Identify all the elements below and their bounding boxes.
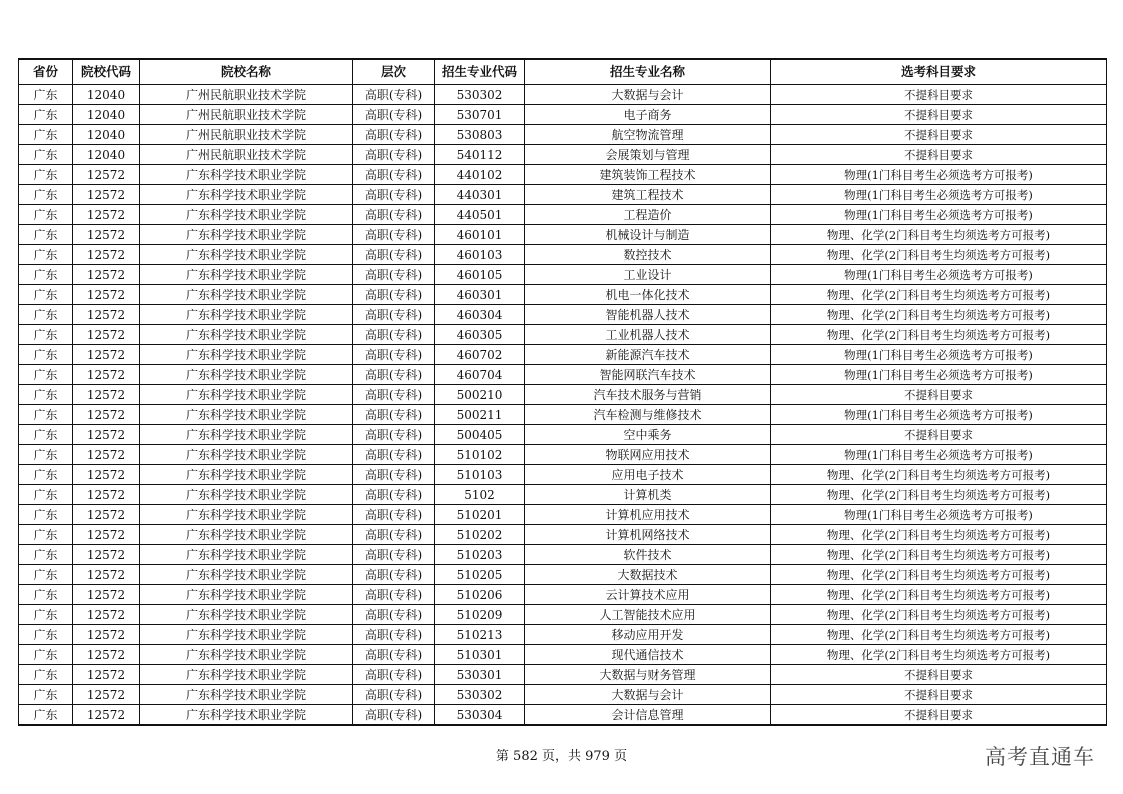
cell-level: 高职(专科) <box>353 645 435 665</box>
cell-province: 广东 <box>19 545 73 565</box>
cell-school-name: 广州民航职业技术学院 <box>140 145 353 165</box>
cell-level: 高职(专科) <box>353 145 435 165</box>
cell-subject-requirement: 物理(1门科目考生必须选考方可报考) <box>771 265 1107 285</box>
cell-province: 广东 <box>19 685 73 705</box>
cell-level: 高职(专科) <box>353 225 435 245</box>
cell-subject-requirement: 物理(1门科目考生必须选考方可报考) <box>771 165 1107 185</box>
cell-school-code: 12572 <box>73 565 140 585</box>
cell-school-code: 12572 <box>73 185 140 205</box>
cell-subject-requirement: 物理、化学(2门科目考生均须选考方可报考) <box>771 325 1107 345</box>
table-row <box>19 285 1107 305</box>
cell-school-name: 广东科学技术职业学院 <box>140 345 353 365</box>
cell-province: 广东 <box>19 665 73 685</box>
cell-major-name: 计算机网络技术 <box>525 525 771 545</box>
cell-subject-requirement: 物理、化学(2门科目考生均须选考方可报考) <box>771 305 1107 325</box>
cell-level: 高职(专科) <box>353 305 435 325</box>
cell-level: 高职(专科) <box>353 525 435 545</box>
cell-major-name: 大数据技术 <box>525 565 771 585</box>
cell-school-code: 12572 <box>73 585 140 605</box>
cell-province: 广东 <box>19 625 73 645</box>
cell-province: 广东 <box>19 125 73 145</box>
cell-school-name: 广东科学技术职业学院 <box>140 645 353 665</box>
cell-school-code: 12572 <box>73 545 140 565</box>
cell-school-code: 12572 <box>73 425 140 445</box>
cell-province: 广东 <box>19 345 73 365</box>
cell-school-name: 广东科学技术职业学院 <box>140 545 353 565</box>
cell-school-code: 12572 <box>73 325 140 345</box>
cell-school-name: 广东科学技术职业学院 <box>140 665 353 685</box>
header-major-name: 招生专业名称 <box>525 59 771 85</box>
cell-subject-requirement: 不提科目要求 <box>771 125 1107 145</box>
cell-school-code: 12572 <box>73 385 140 405</box>
cell-subject-requirement: 物理、化学(2门科目考生均须选考方可报考) <box>771 545 1107 565</box>
cell-school-name: 广州民航职业技术学院 <box>140 125 353 145</box>
cell-level: 高职(专科) <box>353 405 435 425</box>
cell-major-code: 500210 <box>435 385 525 405</box>
cell-major-code: 510201 <box>435 505 525 525</box>
cell-school-name: 广东科学技术职业学院 <box>140 245 353 265</box>
watermark-logo-text: 高考直通车 <box>985 745 1095 769</box>
table-row <box>19 405 1107 425</box>
cell-level: 高职(专科) <box>353 385 435 405</box>
cell-school-code: 12572 <box>73 525 140 545</box>
cell-level: 高职(专科) <box>353 105 435 125</box>
cell-subject-requirement: 物理(1门科目考生必须选考方可报考) <box>771 405 1107 425</box>
cell-subject-requirement: 物理(1门科目考生必须选考方可报考) <box>771 345 1107 365</box>
cell-school-code: 12572 <box>73 305 140 325</box>
cell-school-name: 广东科学技术职业学院 <box>140 325 353 345</box>
cell-school-code: 12572 <box>73 665 140 685</box>
cell-school-code: 12572 <box>73 285 140 305</box>
cell-major-name: 物联网应用技术 <box>525 445 771 465</box>
cell-school-code: 12572 <box>73 465 140 485</box>
cell-school-name: 广东科学技术职业学院 <box>140 505 353 525</box>
cell-province: 广东 <box>19 225 73 245</box>
table-row <box>19 505 1107 525</box>
cell-major-code: 510213 <box>435 625 525 645</box>
cell-level: 高职(专科) <box>353 545 435 565</box>
table-row <box>19 165 1107 185</box>
cell-major-name: 机电一体化技术 <box>525 285 771 305</box>
cell-subject-requirement: 物理(1门科目考生必须选考方可报考) <box>771 185 1107 205</box>
cell-level: 高职(专科) <box>353 125 435 145</box>
cell-school-name: 广东科学技术职业学院 <box>140 625 353 645</box>
cell-major-code: 510205 <box>435 565 525 585</box>
cell-school-code: 12040 <box>73 145 140 165</box>
cell-level: 高职(专科) <box>353 565 435 585</box>
header-province: 省份 <box>19 59 73 85</box>
cell-subject-requirement: 物理、化学(2门科目考生均须选考方可报考) <box>771 245 1107 265</box>
cell-major-code: 510209 <box>435 605 525 625</box>
header-major-code: 招生专业代码 <box>435 59 525 85</box>
cell-school-name: 广东科学技术职业学院 <box>140 605 353 625</box>
cell-major-name: 数控技术 <box>525 245 771 265</box>
cell-province: 广东 <box>19 465 73 485</box>
cell-major-name: 云计算技术应用 <box>525 585 771 605</box>
cell-province: 广东 <box>19 365 73 385</box>
cell-major-name: 航空物流管理 <box>525 125 771 145</box>
cell-subject-requirement: 不提科目要求 <box>771 385 1107 405</box>
table-row <box>19 625 1107 645</box>
cell-school-code: 12572 <box>73 685 140 705</box>
cell-major-code: 530304 <box>435 705 525 726</box>
table-row <box>19 605 1107 625</box>
cell-level: 高职(专科) <box>353 505 435 525</box>
table-row <box>19 445 1107 465</box>
cell-province: 广东 <box>19 165 73 185</box>
cell-major-code: 530302 <box>435 685 525 705</box>
cell-major-code: 500405 <box>435 425 525 445</box>
cell-school-name: 广东科学技术职业学院 <box>140 425 353 445</box>
cell-major-code: 510206 <box>435 585 525 605</box>
table-row <box>19 685 1107 705</box>
header-school-name: 院校名称 <box>140 59 353 85</box>
cell-province: 广东 <box>19 405 73 425</box>
table-row <box>19 645 1107 665</box>
header-subject-requirement: 选考科目要求 <box>771 59 1107 85</box>
cell-major-name: 现代通信技术 <box>525 645 771 665</box>
cell-major-name: 智能机器人技术 <box>525 305 771 325</box>
cell-school-code: 12040 <box>73 85 140 105</box>
cell-subject-requirement: 物理、化学(2门科目考生均须选考方可报考) <box>771 605 1107 625</box>
table-body <box>19 85 1107 726</box>
table-row <box>19 545 1107 565</box>
cell-major-name: 智能网联汽车技术 <box>525 365 771 385</box>
cell-school-code: 12572 <box>73 405 140 425</box>
cell-subject-requirement: 物理(1门科目考生必须选考方可报考) <box>771 445 1107 465</box>
cell-school-name: 广东科学技术职业学院 <box>140 485 353 505</box>
cell-subject-requirement: 不提科目要求 <box>771 665 1107 685</box>
cell-major-code: 5102 <box>435 485 525 505</box>
cell-subject-requirement: 物理、化学(2门科目考生均须选考方可报考) <box>771 465 1107 485</box>
cell-major-code: 530302 <box>435 85 525 105</box>
cell-school-code: 12572 <box>73 225 140 245</box>
header-level: 层次 <box>353 59 435 85</box>
cell-major-code: 460304 <box>435 305 525 325</box>
cell-school-name: 广东科学技术职业学院 <box>140 285 353 305</box>
table-row <box>19 305 1107 325</box>
cell-level: 高职(专科) <box>353 585 435 605</box>
cell-school-name: 广州民航职业技术学院 <box>140 105 353 125</box>
cell-school-name: 广东科学技术职业学院 <box>140 365 353 385</box>
cell-subject-requirement: 不提科目要求 <box>771 105 1107 125</box>
cell-major-name: 软件技术 <box>525 545 771 565</box>
table-row <box>19 565 1107 585</box>
cell-level: 高职(专科) <box>353 685 435 705</box>
cell-subject-requirement: 不提科目要求 <box>771 705 1107 726</box>
cell-level: 高职(专科) <box>353 425 435 445</box>
cell-province: 广东 <box>19 585 73 605</box>
cell-province: 广东 <box>19 445 73 465</box>
cell-level: 高职(专科) <box>353 285 435 305</box>
cell-level: 高职(专科) <box>353 445 435 465</box>
cell-level: 高职(专科) <box>353 665 435 685</box>
cell-major-name: 汽车检测与维修技术 <box>525 405 771 425</box>
cell-major-name: 会展策划与管理 <box>525 145 771 165</box>
page-number: 第 582 页，共 979 页 <box>495 749 628 764</box>
cell-major-code: 510202 <box>435 525 525 545</box>
cell-major-name: 机械设计与制造 <box>525 225 771 245</box>
cell-province: 广东 <box>19 145 73 165</box>
cell-major-code: 510102 <box>435 445 525 465</box>
cell-province: 广东 <box>19 185 73 205</box>
cell-school-name: 广东科学技术职业学院 <box>140 465 353 485</box>
cell-level: 高职(专科) <box>353 705 435 726</box>
table-row <box>19 125 1107 145</box>
cell-school-code: 12040 <box>73 105 140 125</box>
table-row <box>19 665 1107 685</box>
cell-subject-requirement: 物理、化学(2门科目考生均须选考方可报考) <box>771 585 1107 605</box>
cell-level: 高职(专科) <box>353 205 435 225</box>
cell-major-name: 移动应用开发 <box>525 625 771 645</box>
cell-school-name: 广东科学技术职业学院 <box>140 445 353 465</box>
cell-major-code: 530701 <box>435 105 525 125</box>
cell-province: 广东 <box>19 265 73 285</box>
cell-major-name: 新能源汽车技术 <box>525 345 771 365</box>
table-row <box>19 465 1107 485</box>
cell-school-name: 广东科学技术职业学院 <box>140 305 353 325</box>
cell-major-name: 工业机器人技术 <box>525 325 771 345</box>
table-row <box>19 85 1107 105</box>
cell-subject-requirement: 物理、化学(2门科目考生均须选考方可报考) <box>771 225 1107 245</box>
cell-major-code: 440102 <box>435 165 525 185</box>
cell-level: 高职(专科) <box>353 165 435 185</box>
cell-province: 广东 <box>19 325 73 345</box>
cell-school-name: 广东科学技术职业学院 <box>140 525 353 545</box>
cell-level: 高职(专科) <box>353 265 435 285</box>
cell-province: 广东 <box>19 605 73 625</box>
cell-school-name: 广东科学技术职业学院 <box>140 185 353 205</box>
cell-subject-requirement: 不提科目要求 <box>771 145 1107 165</box>
cell-major-code: 460103 <box>435 245 525 265</box>
cell-major-name: 应用电子技术 <box>525 465 771 485</box>
cell-major-name: 计算机类 <box>525 485 771 505</box>
table-row <box>19 245 1107 265</box>
cell-school-code: 12572 <box>73 625 140 645</box>
cell-major-code: 460101 <box>435 225 525 245</box>
table-row <box>19 705 1107 726</box>
cell-subject-requirement: 物理、化学(2门科目考生均须选考方可报考) <box>771 285 1107 305</box>
cell-school-name: 广东科学技术职业学院 <box>140 685 353 705</box>
cell-school-name: 广东科学技术职业学院 <box>140 405 353 425</box>
cell-province: 广东 <box>19 285 73 305</box>
cell-school-code: 12572 <box>73 485 140 505</box>
cell-major-name: 工业设计 <box>525 265 771 285</box>
cell-major-name: 汽车技术服务与营销 <box>525 385 771 405</box>
cell-level: 高职(专科) <box>353 625 435 645</box>
cell-province: 广东 <box>19 245 73 265</box>
cell-province: 广东 <box>19 565 73 585</box>
cell-school-code: 12572 <box>73 345 140 365</box>
cell-school-name: 广东科学技术职业学院 <box>140 165 353 185</box>
cell-level: 高职(专科) <box>353 325 435 345</box>
cell-level: 高职(专科) <box>353 85 435 105</box>
table-row <box>19 365 1107 385</box>
table-row <box>19 385 1107 405</box>
cell-level: 高职(专科) <box>353 245 435 265</box>
cell-major-code: 460305 <box>435 325 525 345</box>
cell-school-name: 广东科学技术职业学院 <box>140 705 353 726</box>
table-row <box>19 425 1107 445</box>
cell-level: 高职(专科) <box>353 605 435 625</box>
cell-major-code: 500211 <box>435 405 525 425</box>
cell-major-code: 510301 <box>435 645 525 665</box>
cell-subject-requirement: 物理(1门科目考生必须选考方可报考) <box>771 365 1107 385</box>
cell-major-name: 建筑工程技术 <box>525 185 771 205</box>
cell-major-name: 电子商务 <box>525 105 771 125</box>
table-row <box>19 325 1107 345</box>
cell-school-name: 广东科学技术职业学院 <box>140 385 353 405</box>
cell-major-name: 大数据与会计 <box>525 685 771 705</box>
cell-school-code: 12572 <box>73 505 140 525</box>
cell-school-code: 12040 <box>73 125 140 145</box>
cell-school-code: 12572 <box>73 265 140 285</box>
table-row <box>19 585 1107 605</box>
header-school-code: 院校代码 <box>73 59 140 85</box>
cell-school-code: 12572 <box>73 705 140 726</box>
cell-major-name: 建筑装饰工程技术 <box>525 165 771 185</box>
cell-major-code: 440501 <box>435 205 525 225</box>
cell-province: 广东 <box>19 425 73 445</box>
cell-level: 高职(专科) <box>353 345 435 365</box>
cell-province: 广东 <box>19 205 73 225</box>
cell-province: 广东 <box>19 85 73 105</box>
cell-major-code: 460704 <box>435 365 525 385</box>
cell-school-code: 12572 <box>73 605 140 625</box>
cell-subject-requirement: 物理、化学(2门科目考生均须选考方可报考) <box>771 645 1107 665</box>
cell-school-code: 12572 <box>73 165 140 185</box>
cell-province: 广东 <box>19 645 73 665</box>
table-row <box>19 105 1107 125</box>
cell-subject-requirement: 物理、化学(2门科目考生均须选考方可报考) <box>771 565 1107 585</box>
cell-major-code: 510103 <box>435 465 525 485</box>
cell-school-name: 广州民航职业技术学院 <box>140 85 353 105</box>
cell-major-code: 460105 <box>435 265 525 285</box>
cell-major-name: 人工智能技术应用 <box>525 605 771 625</box>
cell-school-name: 广东科学技术职业学院 <box>140 225 353 245</box>
cell-subject-requirement: 不提科目要求 <box>771 685 1107 705</box>
cell-major-name: 大数据与财务管理 <box>525 665 771 685</box>
cell-major-name: 空中乘务 <box>525 425 771 445</box>
cell-subject-requirement: 物理(1门科目考生必须选考方可报考) <box>771 205 1107 225</box>
cell-level: 高职(专科) <box>353 485 435 505</box>
cell-major-code: 460301 <box>435 285 525 305</box>
table-row <box>19 485 1107 505</box>
cell-major-name: 工程造价 <box>525 205 771 225</box>
cell-province: 广东 <box>19 105 73 125</box>
table-row <box>19 525 1107 545</box>
cell-subject-requirement: 不提科目要求 <box>771 425 1107 445</box>
cell-major-code: 440301 <box>435 185 525 205</box>
cell-province: 广东 <box>19 505 73 525</box>
cell-major-code: 530301 <box>435 665 525 685</box>
table-row <box>19 265 1107 285</box>
table-row <box>19 225 1107 245</box>
cell-school-name: 广东科学技术职业学院 <box>140 585 353 605</box>
cell-subject-requirement: 物理、化学(2门科目考生均须选考方可报考) <box>771 485 1107 505</box>
cell-province: 广东 <box>19 485 73 505</box>
table-row <box>19 345 1107 365</box>
cell-major-name: 会计信息管理 <box>525 705 771 726</box>
cell-province: 广东 <box>19 385 73 405</box>
cell-school-code: 12572 <box>73 365 140 385</box>
cell-major-code: 510203 <box>435 545 525 565</box>
cell-major-code: 540112 <box>435 145 525 165</box>
cell-subject-requirement: 物理(1门科目考生必须选考方可报考) <box>771 505 1107 525</box>
cell-level: 高职(专科) <box>353 465 435 485</box>
table-row <box>19 205 1107 225</box>
cell-province: 广东 <box>19 525 73 545</box>
cell-subject-requirement: 物理、化学(2门科目考生均须选考方可报考) <box>771 525 1107 545</box>
table-row <box>19 145 1107 165</box>
table-row <box>19 185 1107 205</box>
cell-major-name: 大数据与会计 <box>525 85 771 105</box>
cell-major-name: 计算机应用技术 <box>525 505 771 525</box>
cell-province: 广东 <box>19 705 73 726</box>
cell-level: 高职(专科) <box>353 185 435 205</box>
cell-school-name: 广东科学技术职业学院 <box>140 265 353 285</box>
cell-major-code: 460702 <box>435 345 525 365</box>
cell-school-name: 广东科学技术职业学院 <box>140 565 353 585</box>
cell-subject-requirement: 不提科目要求 <box>771 85 1107 105</box>
cell-school-code: 12572 <box>73 445 140 465</box>
cell-level: 高职(专科) <box>353 365 435 385</box>
cell-school-code: 12572 <box>73 245 140 265</box>
cell-school-code: 12572 <box>73 645 140 665</box>
header-row <box>19 59 1107 85</box>
cell-major-code: 530803 <box>435 125 525 145</box>
cell-school-name: 广东科学技术职业学院 <box>140 205 353 225</box>
cell-subject-requirement: 物理、化学(2门科目考生均须选考方可报考) <box>771 625 1107 645</box>
cell-school-code: 12572 <box>73 205 140 225</box>
cell-province: 广东 <box>19 305 73 325</box>
admission-table <box>18 58 1107 726</box>
